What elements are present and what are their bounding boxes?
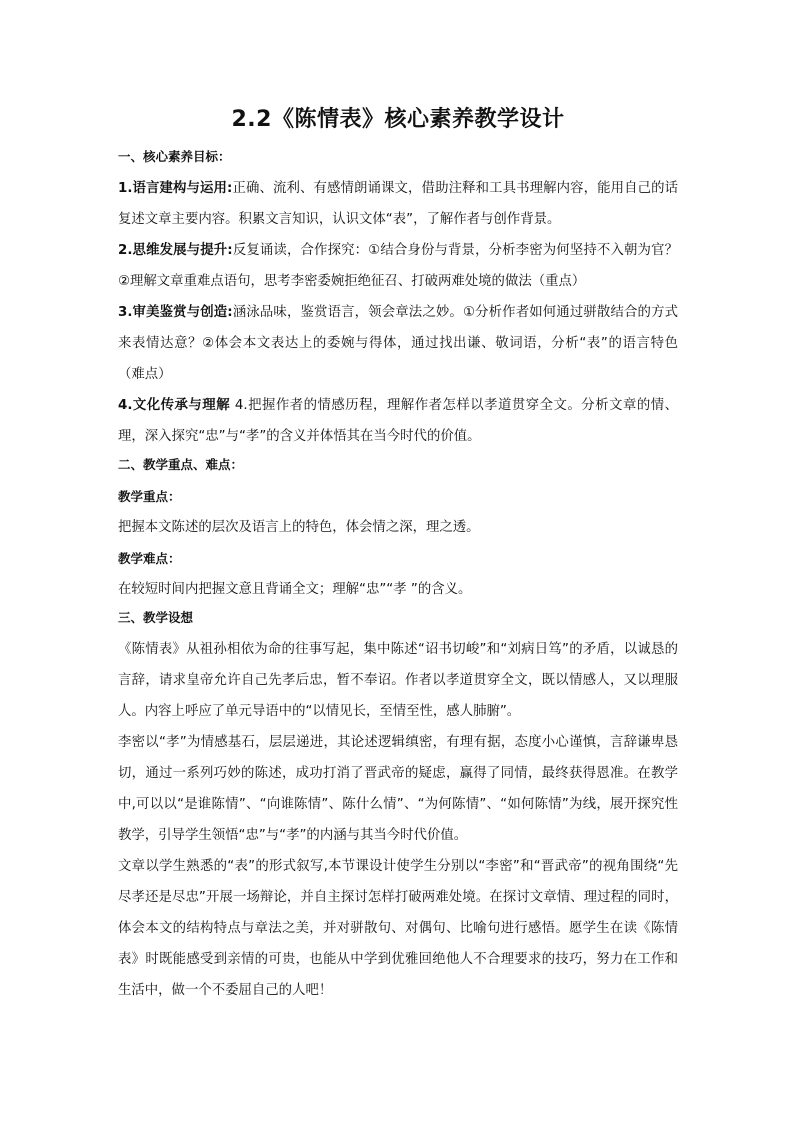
goal-4 [118,390,678,452]
section-heading-key-points: 二、教学重点、难点： [118,457,244,472]
goal-label: 2.思维发展与提升: [118,243,233,258]
goal-2 [118,235,678,297]
difficulty-text: 在较短时间内把握文意且背诵全文；理解“忠”“孝 ”的含义。 [118,582,472,597]
goal-text: 涵泳品味，鉴赏语言，领会章法之妙。①分析作者如何通过骈散结合的方式来表情达意？②体会本文表达上的委婉与得体，通过找出谦、敬词语，分析“表”的语言特色（难点） [118,305,678,382]
document-page [118,100,678,1006]
goal-3 [118,297,678,390]
key-point-text: 把握本文陈述的层次及语言上的特色，体会情之深，理之透。 [118,520,480,535]
design-paragraph-3: 文章以学生熟悉的“表”的形式叙写,本节课设计使学生分别以“李密”和“晋武帝”的视角围绕“先尽孝还是尽忠”开展一场辩论，并自主探讨怎样打破两难处境。在探讨文章情、理过程的同时，体会本文的结构特点与章法之美，并对骈散句、对偶句、比喻句进行感悟。愿学生在读《陈情表》时既能感受到亲情的可贵，也能从中学到优雅回绝他人不合理要求的技巧，努力在工作和生活中，做一个不委屈自己的人吧！ [118,859,678,998]
goal-text: 4.把握作者的情感历程，理解作者怎样以孝道贯穿全文。分析文章的情、理，深入探究“忠”与“孝”的含义并体悟其在当今时代的价值。 [118,398,678,444]
key-point-label: 教学重点： [118,489,181,504]
document-title: 2.2《陈情表》核心素养教学设计 [231,107,565,132]
section-heading-goals: 一、核心素养目标： [118,149,231,164]
section-heading-design: 三、教学设想 [118,610,194,625]
design-paragraph-2: 李密以“孝”为情感基石，层层递进，其论述逻辑缜密，有理有据，态度小心谨慎，言辞谦卑恳切，通过一系列巧妙的陈述，成功打消了晋武帝的疑虑，赢得了同情，最终获得恩准。在教学中,可以以“是谁陈情”、“向谁陈情”、陈什么情”、“为何陈情”、“如何陈情”为线，展开探究性教学，引导学生领悟“忠”与“孝”的内涵与其当今时代价值。 [118,735,678,843]
goal-label: 4.文化传承与理解 [118,398,231,413]
difficulty-label: 教学难点： [118,551,181,566]
goal-label: 1.语言建构与运用: [118,181,233,196]
goal-1 [118,173,678,235]
design-paragraph-1: 《陈情表》从祖孙相依为命的往事写起，集中陈述“诏书切峻”和“刘病日笃”的矛盾，以诚恳的言辞，请求皇帝允许自己先孝后忠，暂不奉诏。作者以孝道贯穿全文，既以情感人，又以理服人。内容上呼应了单元导语中的“以情见长，至情至性，感人肺腑”。 [118,642,678,719]
goal-text: 反复诵读，合作探究：①结合身份与背景，分析李密为何坚持不入朝为官？②理解文章重难点语句，思考李密委婉拒绝征召、打破两难处境的做法（重点） [118,243,678,289]
goal-label: 3.审美鉴赏与创造: [118,305,233,320]
goal-text: 正确、流利、有感情朗诵课文，借助注释和工具书理解内容，能用自己的话复述文章主要内容。积累文言知识，认识文体“表”，了解作者与创作背景。 [118,181,679,227]
